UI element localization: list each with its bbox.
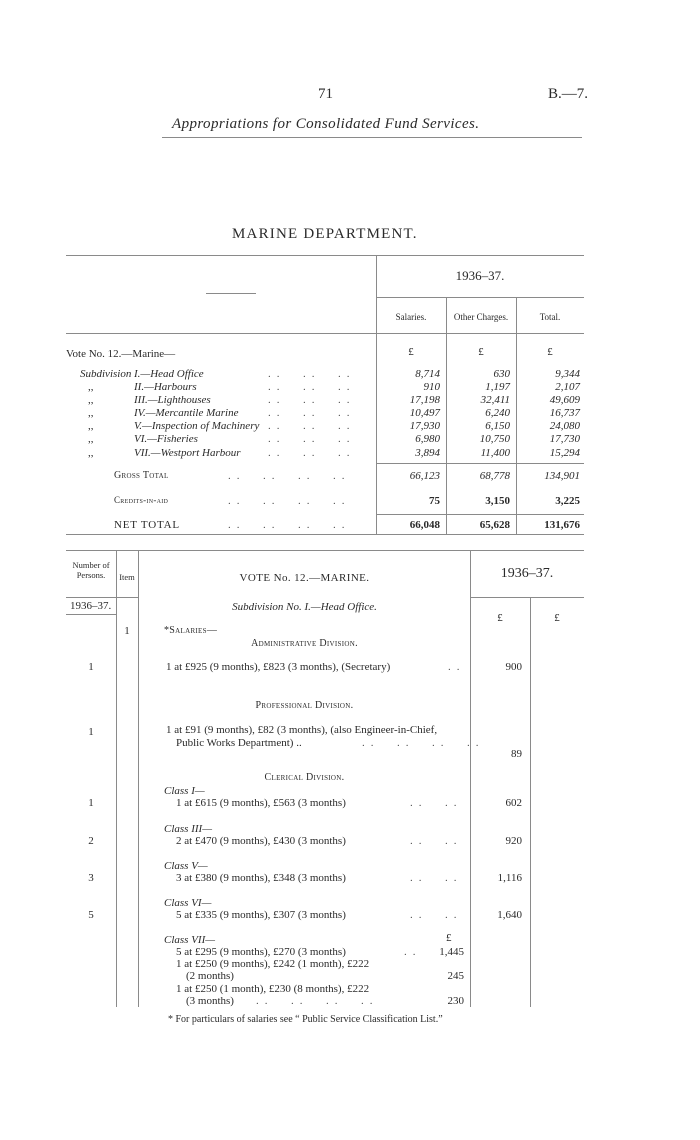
pound-col-2: £ — [554, 612, 560, 624]
vote-label: Vote No. 12.—Marine— — [66, 348, 176, 360]
subdivision-row: ,, IV.—Mercantile Marine — [88, 407, 239, 420]
header-rule — [162, 137, 582, 138]
subdivision-row: ,, VII.—Westport Harbour — [88, 446, 241, 459]
subdivision-row: ,, VI.—Fisheries — [88, 433, 198, 446]
detail-year: 1936–37. — [500, 566, 554, 581]
prof-persons: 1 — [88, 726, 94, 738]
gross-salaries: 66,123 — [409, 470, 440, 482]
page-number: 71 — [318, 86, 333, 102]
net-other: 65,628 — [479, 519, 510, 531]
prof-line-1: 1 at £91 (9 months), £82 (3 months), (also Engineer-in-Chief, — [166, 724, 438, 736]
credits-label: Credits-in-aid — [114, 495, 169, 505]
header-dash — [206, 293, 256, 294]
prof-line-2: Public Works Department) .. — [176, 737, 302, 749]
admin-division-heading: Administrative Division. — [251, 638, 358, 649]
net-total: 131,676 — [544, 519, 580, 531]
col-item: Item — [119, 572, 135, 582]
summary-year: 1936–37. — [455, 268, 505, 283]
total-column: 9,344 2,107 49,609 16,737 24,080 17,730 15,294 — [549, 368, 580, 459]
gross-total-label: Gross Total — [114, 470, 169, 481]
col-salaries: Salaries. — [395, 312, 427, 322]
net-total-label: NET TOTAL — [114, 519, 180, 531]
page-title: Appropriations for Consolidated Fund Services. — [172, 116, 480, 132]
net-salaries: 66,048 — [409, 519, 440, 531]
persons-year: 1936–37. — [70, 600, 112, 612]
subdivision-heading: Subdivision No. I.—Head Office. — [232, 601, 377, 613]
subdivision-row: Subdivision I.—Head Office — [80, 368, 204, 380]
currency-salaries: £ — [408, 346, 414, 358]
col-total: Total. — [539, 312, 561, 322]
admin-persons: 1 — [88, 661, 94, 673]
gross-total: 134,901 — [544, 470, 580, 482]
pound-col-1: £ — [497, 612, 503, 624]
subdivision-row: ,, III.—Lighthouses — [88, 394, 211, 407]
other-charges-column: 630 1,197 32,411 6,240 6,150 10,750 11,400 — [479, 368, 510, 459]
footnote: * For particulars of salaries see “ Public Service Classification List.” — [168, 1014, 443, 1025]
admin-line: 1 at £925 (9 months), £823 (3 months), (Secretary) — [166, 661, 391, 673]
admin-amount: 900 — [505, 661, 522, 673]
currency-total: £ — [547, 346, 553, 358]
subdivision-row: ,, II.—Harbours — [88, 381, 197, 394]
vote-title: VOTE No. 12.—MARINE. — [239, 572, 370, 584]
salaries-heading: *Salaries— — [164, 625, 218, 636]
credits-total: 3,225 — [555, 495, 580, 507]
credits-other: 3,150 — [485, 495, 510, 507]
page-reference: B.—7. — [548, 86, 589, 102]
col-number-of-persons: Number of Persons. — [72, 560, 110, 580]
department-title: MARINE DEPARTMENT. — [232, 226, 418, 242]
gross-other: 68,778 — [479, 470, 510, 482]
subdivision-row: ,, V.—Inspection of Machinery — [88, 420, 260, 433]
item-number: 1 — [124, 625, 130, 637]
col-other-charges: Other Charges. — [453, 312, 509, 322]
subdivision-list — [80, 368, 259, 460]
salaries-column: 8,714 910 17,198 10,497 17,930 6,980 3,894 — [409, 368, 440, 459]
prof-amount: 89 — [511, 748, 522, 760]
currency-other: £ — [478, 346, 484, 358]
clerical-division-heading: Clerical Division. — [264, 772, 345, 783]
credits-salaries: 75 — [429, 495, 440, 507]
prof-division-heading: Professional Division. — [255, 700, 354, 711]
